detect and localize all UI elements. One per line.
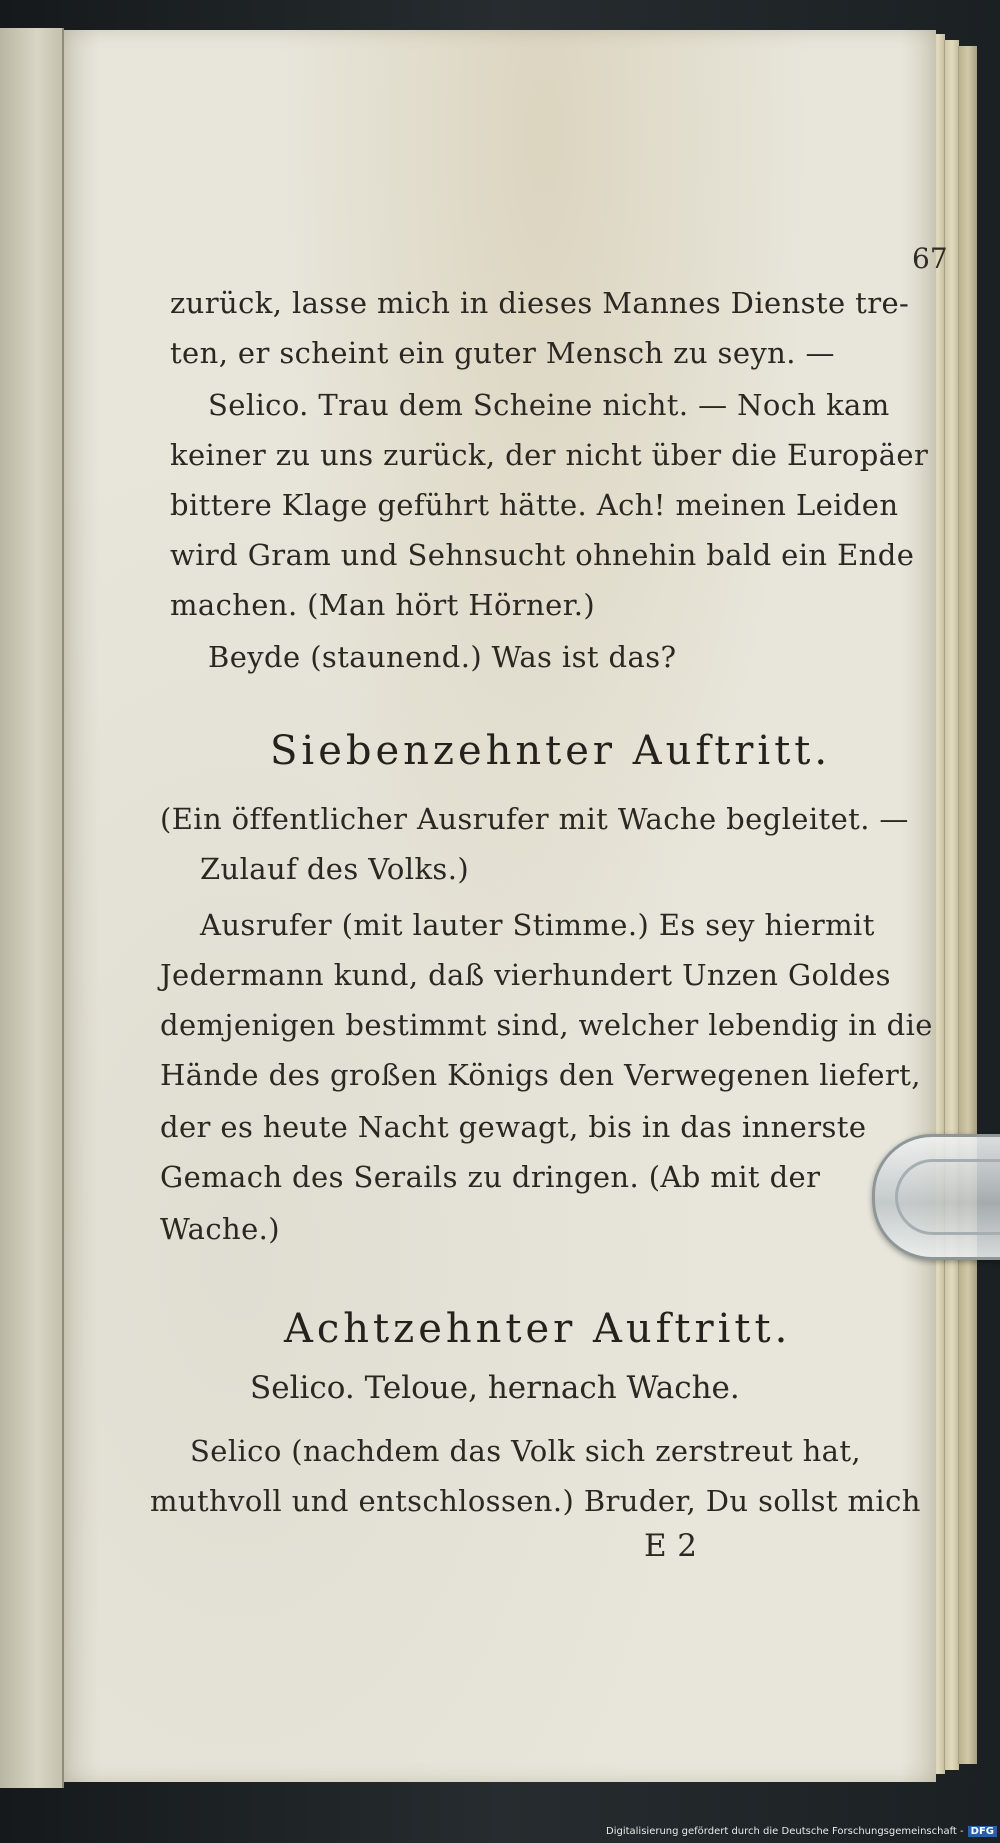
text-line: ten, er scheint ein guter Mensch zu seyn. —	[170, 336, 835, 370]
page-stack-edge	[958, 46, 977, 1764]
text-line: demjenigen bestimmt sind, welcher lebendig in die	[160, 1008, 933, 1042]
text-line: Ausrufer (mit lauter Stimme.) Es sey hiermit	[200, 908, 875, 942]
text-line: Wache.)	[160, 1212, 280, 1246]
scene-cast: Selico. Teloue, hernach Wache.	[250, 1370, 740, 1406]
metal-page-clip	[872, 1134, 1000, 1260]
text-line: wird Gram und Sehnsucht ohnehin bald ein Ende	[170, 538, 915, 572]
text-line: zurück, lasse mich in dieses Mannes Dienste tre-	[170, 286, 910, 320]
stage-direction: Zulauf des Volks.)	[200, 852, 470, 886]
dfg-logo: DFG	[968, 1826, 997, 1837]
digitization-credit	[606, 1826, 997, 1837]
text-line: Hände des großen Königs den Verwegenen liefert,	[160, 1058, 921, 1092]
text-line: der es heute Nacht gewagt, bis in das innerste	[160, 1110, 867, 1144]
credit-text: Digitalisierung gefördert durch die Deutsche Forschungsgemeinschaft -	[606, 1826, 964, 1837]
text-line: Selico. Trau dem Scheine nicht. — Noch kam	[208, 388, 890, 422]
text-line: keiner zu uns zurück, der nicht über die Europäer	[170, 438, 929, 472]
text-line: Jedermann kund, daß vierhundert Unzen Goldes	[160, 958, 891, 992]
text-line: muthvoll und entschlossen.) Bruder, Du sollst mich	[150, 1484, 921, 1518]
text-line: bittere Klage geführt hätte. Ach! meinen Leiden	[170, 488, 899, 522]
text-line: machen. (Man hört Hörner.)	[170, 588, 596, 622]
previous-page-edge	[0, 28, 64, 1788]
scene-heading: Achtzehnter Auftritt.	[284, 1306, 792, 1352]
clip-wire	[895, 1159, 1000, 1235]
page-number: 67	[912, 242, 948, 275]
text-line: Gemach des Serails zu dringen. (Ab mit der	[160, 1160, 821, 1194]
signature-mark: E 2	[644, 1528, 698, 1564]
page-stack-edge	[944, 40, 959, 1770]
book-page	[64, 30, 948, 1782]
stage-direction: (Ein öffentlicher Ausrufer mit Wache begleitet. —	[160, 802, 909, 836]
scene-heading: Siebenzehnter Auftritt.	[270, 728, 832, 774]
text-line: Selico (nachdem das Volk sich zerstreut hat,	[190, 1434, 862, 1468]
text-line: Beyde (staunend.) Was ist das?	[208, 640, 677, 674]
